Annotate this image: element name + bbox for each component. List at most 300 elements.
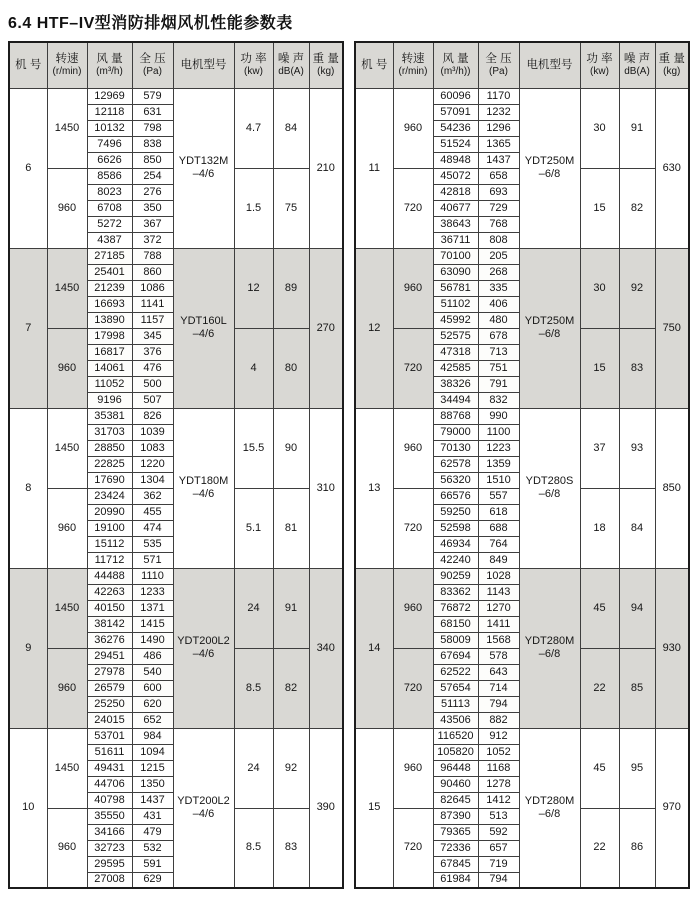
pressure-cell: 335 — [478, 280, 519, 296]
rpm-cell: 960 — [393, 248, 433, 328]
rpm-cell: 960 — [47, 808, 87, 888]
pressure-cell: 849 — [478, 552, 519, 568]
pressure-cell: 794 — [478, 696, 519, 712]
weight-cell: 630 — [655, 88, 689, 248]
flow-cell: 42263 — [87, 584, 132, 600]
pressure-cell: 751 — [478, 360, 519, 376]
flow-cell: 38142 — [87, 616, 132, 632]
flow-cell: 44488 — [87, 568, 132, 584]
rpm-cell: 720 — [393, 488, 433, 568]
pressure-cell: 764 — [478, 536, 519, 552]
table-row — [9, 88, 343, 104]
rpm-cell: 960 — [47, 168, 87, 248]
weight-cell: 970 — [655, 728, 689, 888]
flow-cell: 4387 — [87, 232, 132, 248]
motor-cell: YDT250M –6/8 — [519, 88, 580, 248]
rpm-cell: 960 — [47, 488, 87, 568]
pressure-cell: 618 — [478, 504, 519, 520]
pressure-cell: 1233 — [132, 584, 173, 600]
pressure-cell: 500 — [132, 376, 173, 392]
header-machine: 机 号 — [9, 42, 47, 88]
noise-cell: 81 — [273, 488, 309, 568]
flow-cell: 38326 — [433, 376, 478, 392]
pressure-cell: 540 — [132, 664, 173, 680]
machine-cell: 8 — [9, 408, 47, 568]
weight-cell: 750 — [655, 248, 689, 408]
power-cell: 24 — [234, 568, 273, 648]
pressure-cell: 1157 — [132, 312, 173, 328]
weight-cell: 390 — [309, 728, 343, 888]
flow-cell: 27185 — [87, 248, 132, 264]
machine-cell: 12 — [355, 248, 393, 408]
flow-cell: 51113 — [433, 696, 478, 712]
flow-cell: 66576 — [433, 488, 478, 504]
flow-cell: 88768 — [433, 408, 478, 424]
pressure-cell: 1220 — [132, 456, 173, 472]
rpm-cell: 960 — [393, 88, 433, 168]
pressure-cell: 1100 — [478, 424, 519, 440]
pressure-cell: 513 — [478, 808, 519, 824]
pressure-cell: 406 — [478, 296, 519, 312]
pressure-cell: 714 — [478, 680, 519, 696]
noise-cell: 75 — [273, 168, 309, 248]
pressure-cell: 1083 — [132, 440, 173, 456]
noise-cell: 86 — [619, 808, 655, 888]
noise-cell: 92 — [619, 248, 655, 328]
flow-cell: 45072 — [433, 168, 478, 184]
pressure-cell: 882 — [478, 712, 519, 728]
flow-cell: 23424 — [87, 488, 132, 504]
motor-cell: YDT200L2 –4/6 — [173, 728, 234, 888]
flow-cell: 61984 — [433, 872, 478, 888]
pressure-cell: 798 — [132, 120, 173, 136]
pressure-cell: 579 — [132, 88, 173, 104]
flow-cell: 22825 — [87, 456, 132, 472]
flow-cell: 51524 — [433, 136, 478, 152]
weight-cell: 210 — [309, 88, 343, 248]
pressure-cell: 268 — [478, 264, 519, 280]
flow-cell: 60096 — [433, 88, 478, 104]
flow-cell: 16693 — [87, 296, 132, 312]
flow-cell: 42585 — [433, 360, 478, 376]
pressure-cell: 532 — [132, 840, 173, 856]
pressure-cell: 984 — [132, 728, 173, 744]
pressure-cell: 912 — [478, 728, 519, 744]
rpm-cell: 960 — [47, 328, 87, 408]
pressure-cell: 1052 — [478, 744, 519, 760]
rpm-cell: 720 — [393, 328, 433, 408]
header-motor: 电机型号 — [519, 42, 580, 88]
pressure-cell: 480 — [478, 312, 519, 328]
flow-cell: 36276 — [87, 632, 132, 648]
flow-cell: 25250 — [87, 696, 132, 712]
flow-cell: 5272 — [87, 216, 132, 232]
pressure-cell: 1170 — [478, 88, 519, 104]
pressure-cell: 620 — [132, 696, 173, 712]
pressure-cell: 1168 — [478, 760, 519, 776]
flow-cell: 70100 — [433, 248, 478, 264]
flow-cell: 51611 — [87, 744, 132, 760]
pressure-cell: 713 — [478, 344, 519, 360]
noise-cell: 90 — [273, 408, 309, 488]
flow-cell: 16817 — [87, 344, 132, 360]
header-pressure: 全 压 (Pa) — [132, 42, 173, 88]
flow-cell: 56320 — [433, 472, 478, 488]
pressure-cell: 372 — [132, 232, 173, 248]
pressure-cell: 254 — [132, 168, 173, 184]
table-row — [355, 408, 689, 424]
pressure-cell: 643 — [478, 664, 519, 680]
flow-cell: 40798 — [87, 792, 132, 808]
machine-cell: 14 — [355, 568, 393, 728]
rpm-cell: 720 — [393, 168, 433, 248]
pressure-cell: 455 — [132, 504, 173, 520]
flow-cell: 47318 — [433, 344, 478, 360]
flow-cell: 42240 — [433, 552, 478, 568]
pressure-cell: 1490 — [132, 632, 173, 648]
motor-cell: YDT132M –4/6 — [173, 88, 234, 248]
noise-cell: 92 — [273, 728, 309, 808]
power-cell: 45 — [580, 728, 619, 808]
pressure-cell: 629 — [132, 872, 173, 888]
header-weight: 重 量 (kg) — [309, 42, 343, 88]
flow-cell: 15112 — [87, 536, 132, 552]
flow-cell: 82645 — [433, 792, 478, 808]
flow-cell: 59250 — [433, 504, 478, 520]
motor-cell: YDT180M –4/6 — [173, 408, 234, 568]
motor-cell: YDT160L –4/6 — [173, 248, 234, 408]
flow-cell: 14061 — [87, 360, 132, 376]
flow-cell: 83362 — [433, 584, 478, 600]
noise-cell: 80 — [273, 328, 309, 408]
weight-cell: 850 — [655, 408, 689, 568]
pressure-cell: 1359 — [478, 456, 519, 472]
power-cell: 5.1 — [234, 488, 273, 568]
weight-cell: 310 — [309, 408, 343, 568]
pressure-cell: 1270 — [478, 600, 519, 616]
pressure-cell: 557 — [478, 488, 519, 504]
pressure-cell: 658 — [478, 168, 519, 184]
table-row — [9, 248, 343, 264]
pressure-cell: 990 — [478, 408, 519, 424]
pressure-cell: 808 — [478, 232, 519, 248]
power-cell: 8.5 — [234, 648, 273, 728]
table-row — [9, 728, 343, 744]
flow-cell: 25401 — [87, 264, 132, 280]
flow-cell: 17998 — [87, 328, 132, 344]
pressure-cell: 631 — [132, 104, 173, 120]
machine-cell: 6 — [9, 88, 47, 248]
flow-cell: 96448 — [433, 760, 478, 776]
power-cell: 4 — [234, 328, 273, 408]
pressure-cell: 1412 — [478, 792, 519, 808]
flow-cell: 67845 — [433, 856, 478, 872]
power-cell: 12 — [234, 248, 273, 328]
flow-cell: 6626 — [87, 152, 132, 168]
pressure-cell: 1371 — [132, 600, 173, 616]
flow-cell: 40677 — [433, 200, 478, 216]
rpm-cell: 1450 — [47, 728, 87, 808]
power-cell: 15 — [580, 328, 619, 408]
pressure-cell: 276 — [132, 184, 173, 200]
pressure-cell: 826 — [132, 408, 173, 424]
flow-cell: 13890 — [87, 312, 132, 328]
noise-cell: 85 — [619, 648, 655, 728]
header-weight: 重 量 (kg) — [655, 42, 689, 88]
pressure-cell: 1232 — [478, 104, 519, 120]
flow-cell: 43506 — [433, 712, 478, 728]
pressure-cell: 768 — [478, 216, 519, 232]
pressure-cell: 591 — [132, 856, 173, 872]
pressure-cell: 474 — [132, 520, 173, 536]
flow-cell: 27008 — [87, 872, 132, 888]
pressure-cell: 362 — [132, 488, 173, 504]
flow-cell: 12118 — [87, 104, 132, 120]
flow-cell: 90259 — [433, 568, 478, 584]
flow-cell: 11052 — [87, 376, 132, 392]
flow-cell: 68150 — [433, 616, 478, 632]
pressure-cell: 1411 — [478, 616, 519, 632]
weight-cell: 930 — [655, 568, 689, 728]
flow-cell: 52598 — [433, 520, 478, 536]
pressure-cell: 1086 — [132, 280, 173, 296]
pressure-cell: 1415 — [132, 616, 173, 632]
pressure-cell: 578 — [478, 648, 519, 664]
pressure-cell: 1437 — [132, 792, 173, 808]
pressure-cell: 205 — [478, 248, 519, 264]
motor-cell: YDT280S –6/8 — [519, 408, 580, 568]
flow-cell: 20990 — [87, 504, 132, 520]
pressure-cell: 1350 — [132, 776, 173, 792]
rpm-cell: 960 — [47, 648, 87, 728]
flow-cell: 58009 — [433, 632, 478, 648]
pressure-cell: 479 — [132, 824, 173, 840]
flow-cell: 17690 — [87, 472, 132, 488]
pressure-cell: 367 — [132, 216, 173, 232]
fan-table-right — [354, 41, 690, 889]
tables-container — [8, 41, 692, 889]
machine-cell: 10 — [9, 728, 47, 888]
flow-cell: 38643 — [433, 216, 478, 232]
power-cell: 30 — [580, 88, 619, 168]
rpm-cell: 960 — [393, 728, 433, 808]
pressure-cell: 486 — [132, 648, 173, 664]
flow-cell: 63090 — [433, 264, 478, 280]
pressure-cell: 600 — [132, 680, 173, 696]
table-row — [355, 568, 689, 584]
flow-cell: 10132 — [87, 120, 132, 136]
power-cell: 8.5 — [234, 808, 273, 888]
pressure-cell: 1110 — [132, 568, 173, 584]
pressure-cell: 431 — [132, 808, 173, 824]
table-row — [355, 88, 689, 104]
flow-cell: 116520 — [433, 728, 478, 744]
noise-cell: 82 — [273, 648, 309, 728]
flow-cell: 32723 — [87, 840, 132, 856]
power-cell: 1.5 — [234, 168, 273, 248]
flow-cell: 76872 — [433, 600, 478, 616]
pressure-cell: 507 — [132, 392, 173, 408]
pressure-cell: 535 — [132, 536, 173, 552]
header-pressure: 全 压 (Pa) — [478, 42, 519, 88]
pressure-cell: 476 — [132, 360, 173, 376]
table-row — [9, 408, 343, 424]
header-row — [355, 42, 689, 88]
flow-cell: 29451 — [87, 648, 132, 664]
flow-cell: 35381 — [87, 408, 132, 424]
flow-cell: 79365 — [433, 824, 478, 840]
flow-cell: 46934 — [433, 536, 478, 552]
flow-cell: 70130 — [433, 440, 478, 456]
pressure-cell: 1304 — [132, 472, 173, 488]
power-cell: 4.7 — [234, 88, 273, 168]
power-cell: 15.5 — [234, 408, 273, 488]
machine-cell: 11 — [355, 88, 393, 248]
pressure-cell: 791 — [478, 376, 519, 392]
flow-cell: 40150 — [87, 600, 132, 616]
motor-cell: YDT250M –6/8 — [519, 248, 580, 408]
flow-cell: 29595 — [87, 856, 132, 872]
flow-cell: 26579 — [87, 680, 132, 696]
flow-cell: 28850 — [87, 440, 132, 456]
noise-cell: 84 — [619, 488, 655, 568]
flow-cell: 49431 — [87, 760, 132, 776]
machine-cell: 13 — [355, 408, 393, 568]
pressure-cell: 719 — [478, 856, 519, 872]
power-cell: 22 — [580, 808, 619, 888]
pressure-cell: 688 — [478, 520, 519, 536]
flow-cell: 19100 — [87, 520, 132, 536]
noise-cell: 93 — [619, 408, 655, 488]
power-cell: 37 — [580, 408, 619, 488]
power-cell: 45 — [580, 568, 619, 648]
header-speed: 转速 (r/min) — [393, 42, 433, 88]
pressure-cell: 1296 — [478, 120, 519, 136]
flow-cell: 36711 — [433, 232, 478, 248]
fan-table-left — [8, 41, 344, 889]
flow-cell: 62522 — [433, 664, 478, 680]
flow-cell: 34166 — [87, 824, 132, 840]
header-power: 功 率 (kw) — [234, 42, 273, 88]
flow-cell: 53701 — [87, 728, 132, 744]
header-noise: 噪 声 dB(A) — [619, 42, 655, 88]
pressure-cell: 693 — [478, 184, 519, 200]
pressure-cell: 652 — [132, 712, 173, 728]
machine-cell: 9 — [9, 568, 47, 728]
pressure-cell: 729 — [478, 200, 519, 216]
flow-cell: 7496 — [87, 136, 132, 152]
header-row — [9, 42, 343, 88]
flow-cell: 8023 — [87, 184, 132, 200]
flow-cell: 34494 — [433, 392, 478, 408]
power-cell: 30 — [580, 248, 619, 328]
table-row — [9, 568, 343, 584]
pressure-cell: 1094 — [132, 744, 173, 760]
noise-cell: 95 — [619, 728, 655, 808]
rpm-cell: 1450 — [47, 248, 87, 328]
flow-cell: 27978 — [87, 664, 132, 680]
flow-cell: 72336 — [433, 840, 478, 856]
noise-cell: 84 — [273, 88, 309, 168]
pressure-cell: 838 — [132, 136, 173, 152]
pressure-cell: 860 — [132, 264, 173, 280]
machine-cell: 15 — [355, 728, 393, 888]
pressure-cell: 350 — [132, 200, 173, 216]
flow-cell: 12969 — [87, 88, 132, 104]
pressure-cell: 571 — [132, 552, 173, 568]
rpm-cell: 960 — [393, 568, 433, 648]
flow-cell: 45992 — [433, 312, 478, 328]
pressure-cell: 788 — [132, 248, 173, 264]
header-power: 功 率 (kw) — [580, 42, 619, 88]
weight-cell: 340 — [309, 568, 343, 728]
rpm-cell: 960 — [393, 408, 433, 488]
flow-cell: 24015 — [87, 712, 132, 728]
header-noise: 噪 声 dB(A) — [273, 42, 309, 88]
page-title: 6.4 HTF–IV型消防排烟风机性能参数表 — [8, 15, 293, 32]
pressure-cell: 1039 — [132, 424, 173, 440]
power-cell: 15 — [580, 168, 619, 248]
header-flow: 风 量 (m³/h)) — [433, 42, 478, 88]
flow-cell: 57654 — [433, 680, 478, 696]
table-row — [355, 728, 689, 744]
pressure-cell: 1223 — [478, 440, 519, 456]
weight-cell: 270 — [309, 248, 343, 408]
flow-cell: 9196 — [87, 392, 132, 408]
rpm-cell: 720 — [393, 808, 433, 888]
power-cell: 22 — [580, 648, 619, 728]
header-flow: 风 量 (m³/h) — [87, 42, 132, 88]
motor-cell: YDT280M –6/8 — [519, 728, 580, 888]
power-cell: 24 — [234, 728, 273, 808]
pressure-cell: 678 — [478, 328, 519, 344]
pressure-cell: 1568 — [478, 632, 519, 648]
flow-cell: 57091 — [433, 104, 478, 120]
power-cell: 18 — [580, 488, 619, 568]
flow-cell: 11712 — [87, 552, 132, 568]
noise-cell: 83 — [273, 808, 309, 888]
flow-cell: 31703 — [87, 424, 132, 440]
flow-cell: 56781 — [433, 280, 478, 296]
flow-cell: 79000 — [433, 424, 478, 440]
noise-cell: 83 — [619, 328, 655, 408]
pressure-cell: 1437 — [478, 152, 519, 168]
pressure-cell: 345 — [132, 328, 173, 344]
flow-cell: 67694 — [433, 648, 478, 664]
noise-cell: 82 — [619, 168, 655, 248]
pressure-cell: 1365 — [478, 136, 519, 152]
flow-cell: 54236 — [433, 120, 478, 136]
pressure-cell: 1141 — [132, 296, 173, 312]
pressure-cell: 1278 — [478, 776, 519, 792]
noise-cell: 91 — [273, 568, 309, 648]
pressure-cell: 832 — [478, 392, 519, 408]
flow-cell: 42818 — [433, 184, 478, 200]
rpm-cell: 1450 — [47, 88, 87, 168]
flow-cell: 48948 — [433, 152, 478, 168]
rpm-cell: 1450 — [47, 408, 87, 488]
table-row — [355, 248, 689, 264]
pressure-cell: 1143 — [478, 584, 519, 600]
flow-cell: 8586 — [87, 168, 132, 184]
pressure-cell: 1510 — [478, 472, 519, 488]
pressure-cell: 657 — [478, 840, 519, 856]
motor-cell: YDT280M –6/8 — [519, 568, 580, 728]
noise-cell: 89 — [273, 248, 309, 328]
noise-cell: 91 — [619, 88, 655, 168]
header-machine: 机 号 — [355, 42, 393, 88]
flow-cell: 44706 — [87, 776, 132, 792]
